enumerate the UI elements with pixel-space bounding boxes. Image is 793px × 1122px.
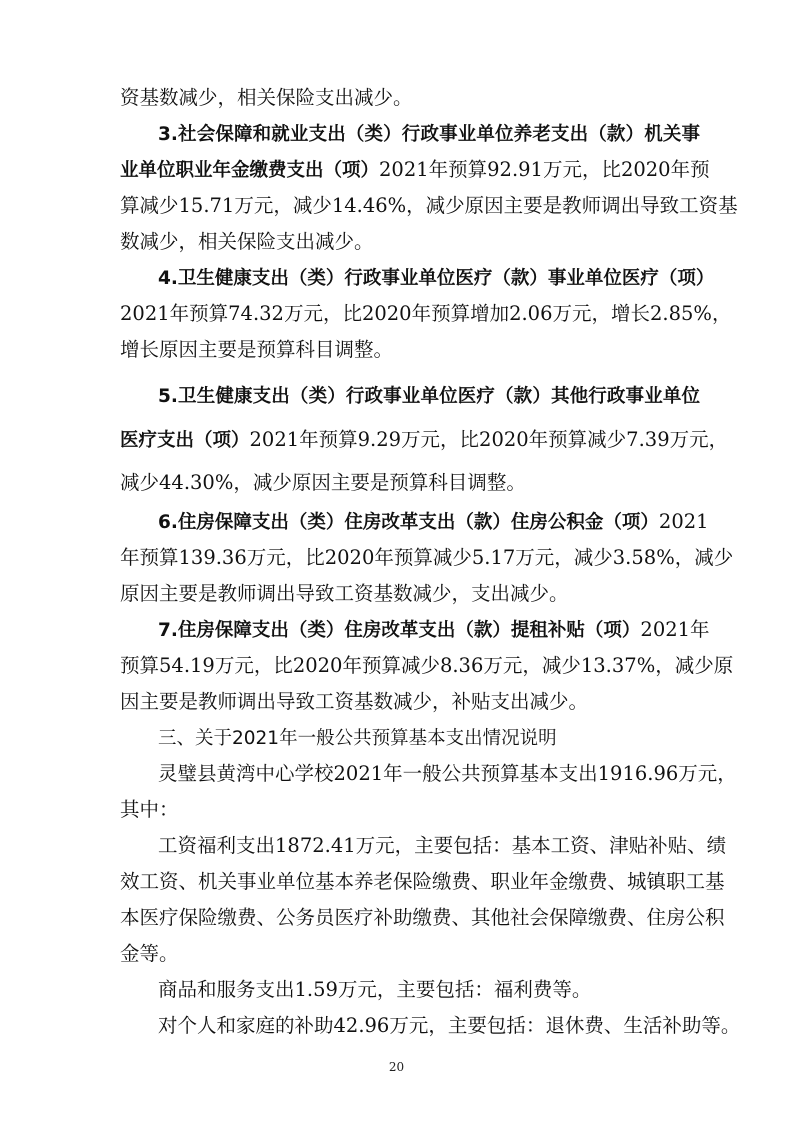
text-line bbox=[120, 188, 738, 224]
paragraph-text: 算减少15.71万元，减少14.46%，减少原因主要是教师调出导致工资基 bbox=[120, 194, 738, 217]
text-line bbox=[120, 828, 727, 864]
section-heading-7 bbox=[120, 612, 710, 648]
paragraph-text: 对个人和家庭的补助42.96万元，主要包括：退休费、生活补助等。 bbox=[158, 1014, 741, 1037]
section-title: 三、关于2021年一般公共预算基本支出情况说明 bbox=[158, 728, 557, 749]
text-line bbox=[120, 648, 734, 684]
section-heading-3 bbox=[120, 116, 700, 152]
bold-heading-text: 7.住房保障支出（类）住房改革支出（款）提租补贴（项） bbox=[158, 620, 641, 641]
paragraph-text: 增长原因主要是预算科目调整。 bbox=[120, 338, 394, 361]
section-heading-6 bbox=[120, 504, 709, 540]
text-line bbox=[120, 296, 732, 332]
text-line bbox=[120, 900, 725, 936]
paragraph-text: 资基数减少，相关保险支出减少。 bbox=[120, 86, 413, 109]
bold-heading-text: 4.卫生健康支出（类）行政事业单位医疗（款）事业单位医疗（项） bbox=[158, 268, 715, 289]
text-line bbox=[120, 418, 729, 462]
paragraph-text: 灵璧县黄湾中心学校2021年一般公共预算基本支出1916.96万元， bbox=[158, 762, 737, 785]
paragraph-text: 预算54.19万元，比2020年预算减少8.36万元，减少13.37%，减少原 bbox=[120, 654, 734, 677]
paragraph-text: 年预算139.36万元，比2020年预算减少5.17万元，减少3.58%，减少 bbox=[120, 546, 734, 569]
bold-heading-text: 5.卫生健康支出（类）行政事业单位医疗（款）其他行政事业单位 bbox=[158, 386, 700, 407]
text-line bbox=[120, 576, 700, 612]
bold-heading-text: 医疗支出（项） bbox=[120, 430, 250, 451]
paragraph-text: 2021年预算74.32万元，比2020年预算增加2.06万元，增长2.85%， bbox=[120, 302, 732, 325]
text-line bbox=[120, 1008, 741, 1044]
paragraph-text: 其中： bbox=[120, 798, 179, 821]
page-number: 20 bbox=[388, 1060, 405, 1074]
paragraph-text: 本医疗保险缴费、公务员医疗补助缴费、其他社会保障缴费、住房公积 bbox=[120, 906, 725, 929]
document-body bbox=[120, 80, 741, 1044]
paragraph-text: 数减少，相关保险支出减少。 bbox=[120, 230, 374, 253]
paragraph-text: 工资福利支出1872.41万元，主要包括：基本工资、津贴补贴、绩 bbox=[158, 834, 727, 857]
paragraph-text: 商品和服务支出1.59万元，主要包括：福利费等。 bbox=[158, 978, 592, 1001]
paragraph-text: 原因主要是教师调出导致工资基数减少，支出减少。 bbox=[120, 582, 569, 605]
paragraph-text: 金等。 bbox=[120, 942, 179, 965]
text-line bbox=[120, 756, 737, 792]
section-heading-4 bbox=[120, 260, 715, 296]
text-line bbox=[120, 80, 700, 116]
paragraph-text: 2021年预算9.29万元，比2020年预算减少7.39万元， bbox=[249, 428, 729, 451]
bold-heading-text: 6.住房保障支出（类）住房改革支出（款）住房公积金（项） bbox=[158, 512, 659, 533]
text-line bbox=[120, 972, 700, 1008]
paragraph-text: 2021年预算92.91万元，比2020年预 bbox=[379, 158, 710, 181]
paragraph-text: 因主要是教师调出导致工资基数减少，补贴支出减少。 bbox=[120, 690, 589, 713]
text-line bbox=[120, 864, 725, 900]
section-heading-5 bbox=[120, 374, 700, 418]
bold-heading-text: 业单位职业年金缴费支出（项） bbox=[120, 160, 380, 181]
paragraph-text: 减少44.30%，减少原因主要是预算科目调整。 bbox=[120, 471, 526, 494]
text-line bbox=[120, 540, 734, 576]
section-heading-3-basic-expenditure bbox=[120, 720, 700, 756]
text-line bbox=[120, 936, 700, 972]
paragraph-text: 2021 bbox=[658, 510, 709, 533]
text-line bbox=[120, 152, 710, 188]
paragraph-text: 效工资、机关事业单位基本养老保险缴费、职业年金缴费、城镇职工基 bbox=[120, 870, 725, 893]
text-line bbox=[120, 462, 700, 504]
paragraph-text: 2021年 bbox=[640, 618, 710, 641]
text-line bbox=[120, 332, 700, 368]
bold-heading-text: 3.社会保障和就业支出（类）行政事业单位养老支出（款）机关事 bbox=[158, 124, 700, 145]
text-line bbox=[120, 792, 700, 828]
text-line bbox=[120, 684, 700, 720]
text-line bbox=[120, 224, 700, 260]
